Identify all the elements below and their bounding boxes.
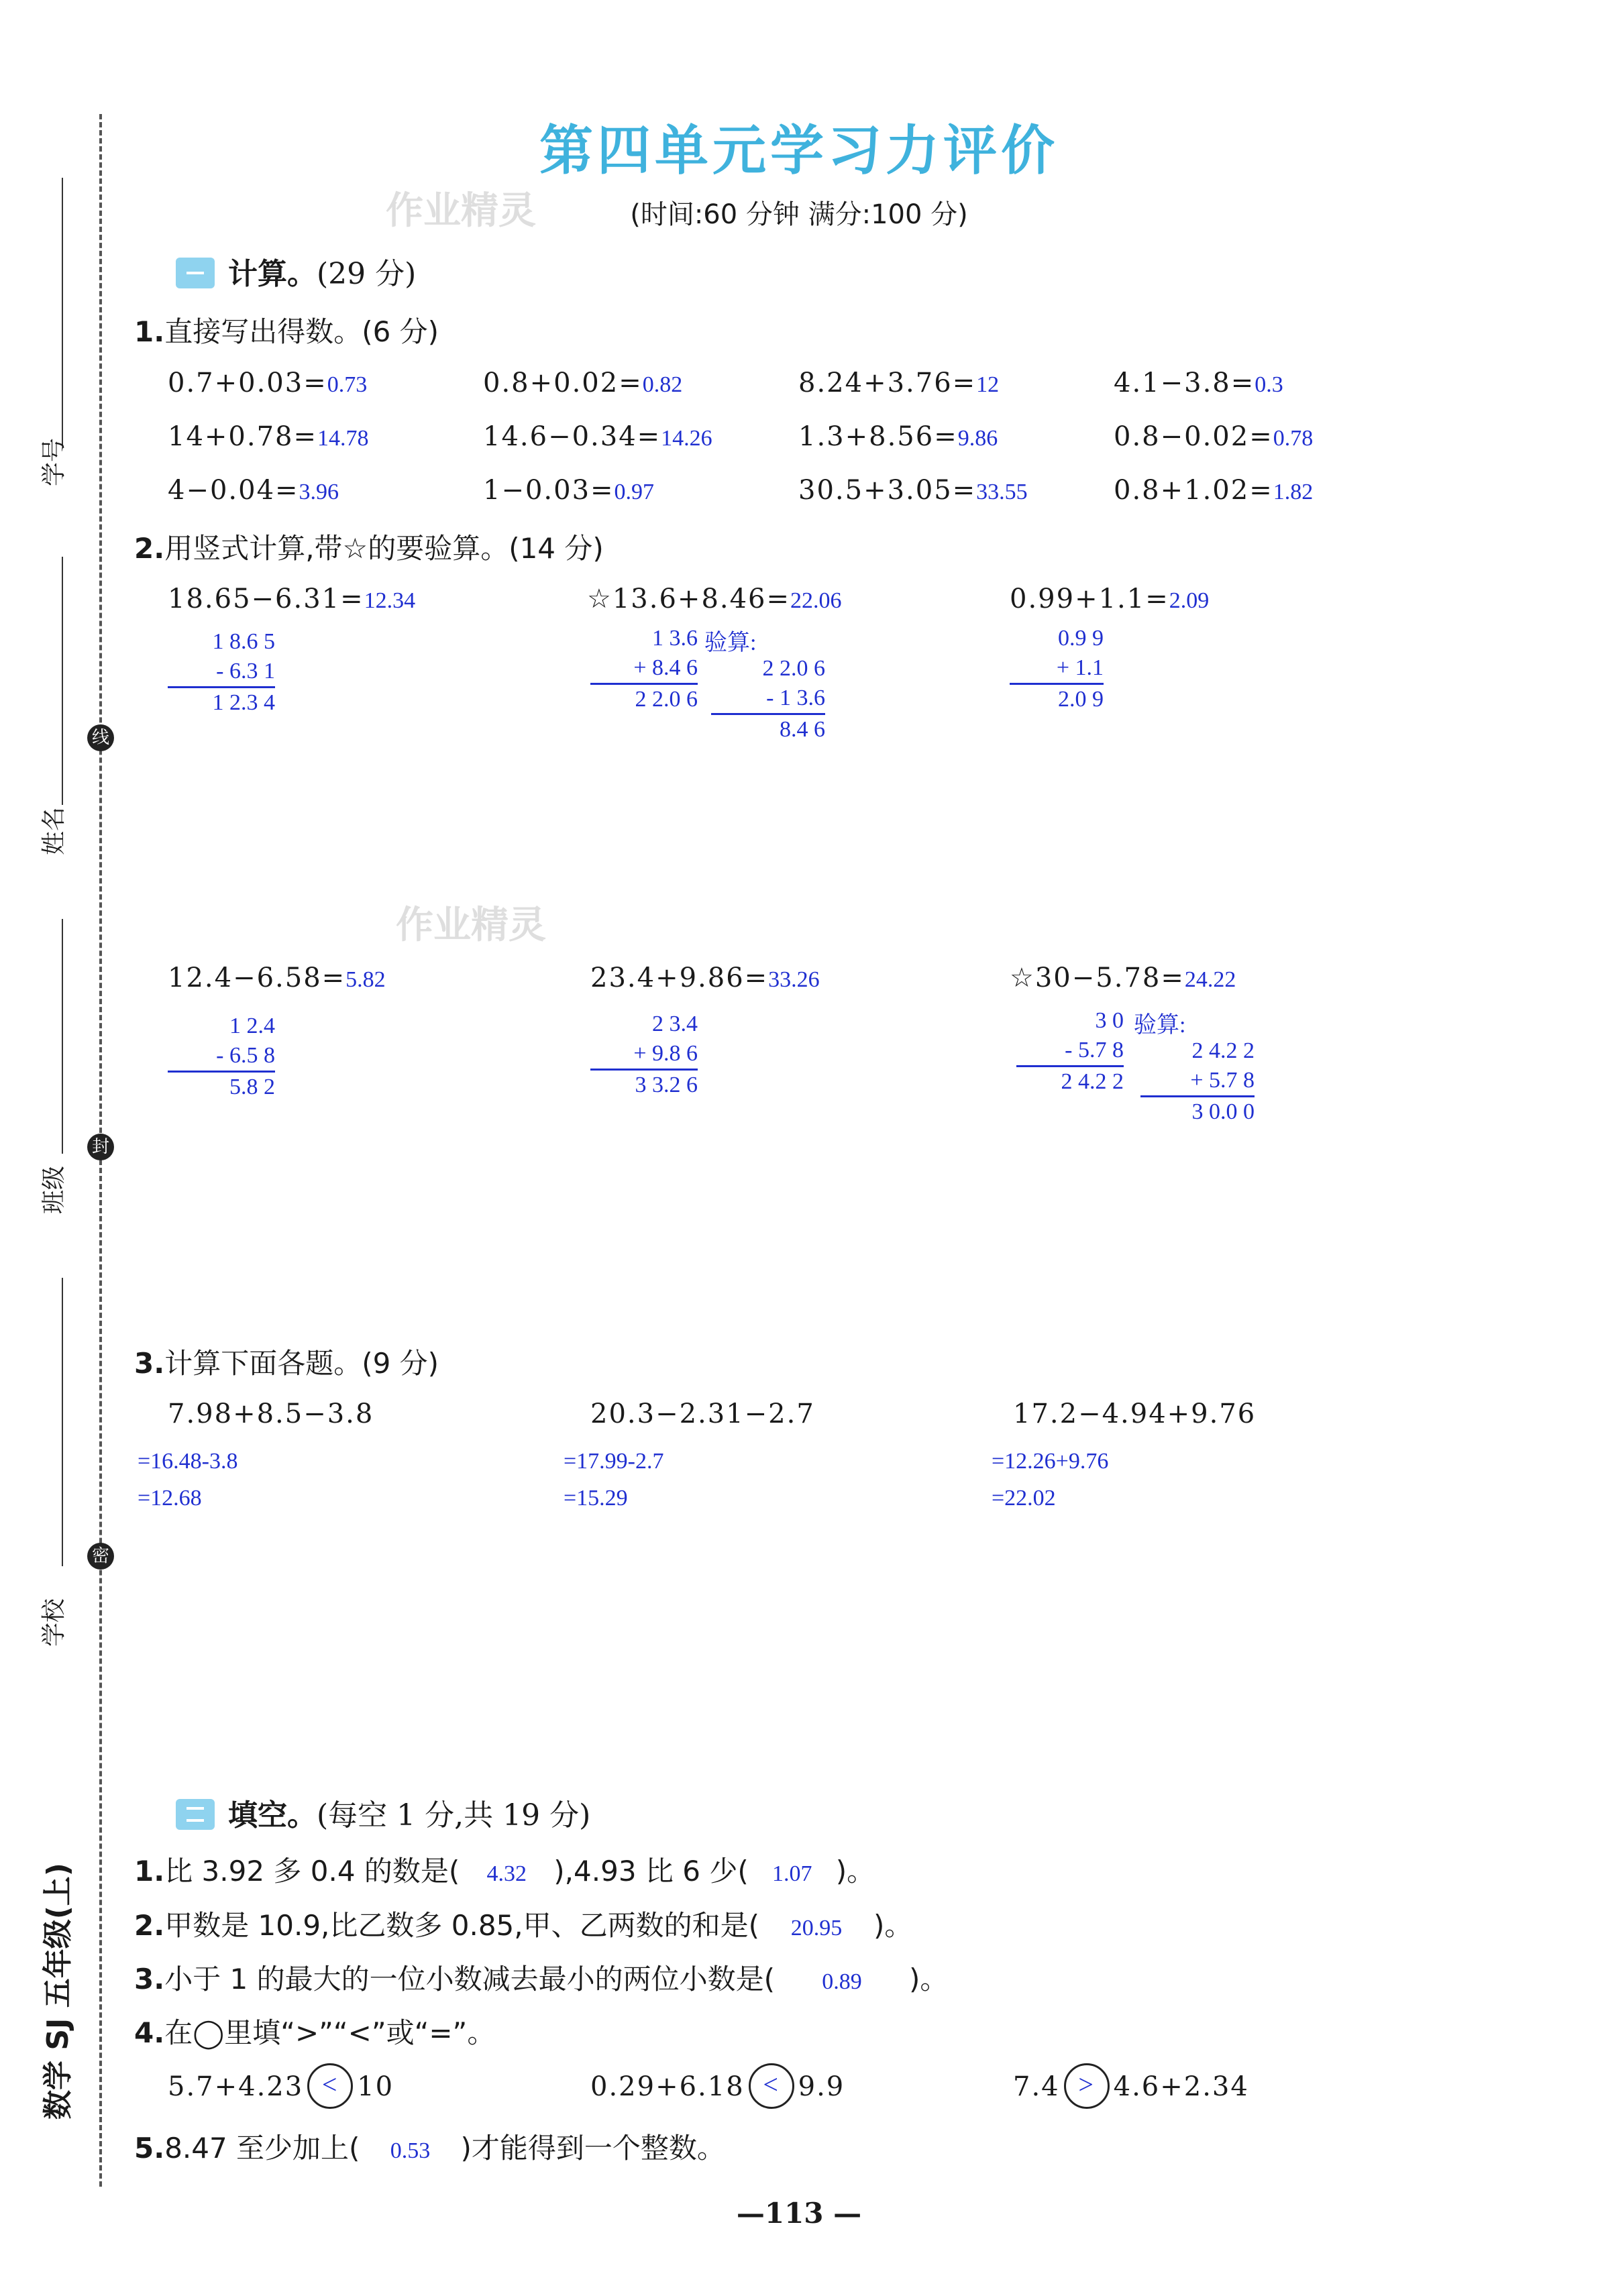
mixed-calc-problem: 17.2−4.94+9.76 [1013,1399,1257,1429]
check-label: 验算: [704,631,757,655]
vertical-calc-problem: 12.4−6.58=5.82 [168,963,386,993]
vertical-calc-problem: 18.65−6.31=12.34 [168,584,416,614]
section-one-points: (29 分) [317,257,417,291]
vertical-calc-problem: ☆13.6+8.46=22.06 [587,584,842,614]
oral-calc-item: 30.5+3.05=33.55 [798,475,1028,506]
vertical-work: 2 3.4 + 9.8 6 3 3.2 6 [590,1009,698,1100]
oral-calc-item: 0.7+0.03=0.73 [168,368,368,398]
oral-calc-item: 4.1−3.8=0.3 [1114,368,1283,398]
work-step: =15.29 [564,1486,628,1511]
question-text: 直接写出得数。(6 分) [164,315,439,348]
margin-label-school: 学校 [40,1598,68,1647]
vertical-work: 1 2.4 - 6.5 8 5.8 2 [168,1012,275,1102]
work-step: =17.99-2.7 [564,1449,664,1474]
question-text: 用竖式计算,带☆的要验算。(14 分) [164,532,604,565]
answer: 22.06 [790,588,842,613]
answer: 9.86 [957,426,998,451]
margin-label-class: 班级 [40,1165,68,1214]
answer: 0.73 [327,372,368,397]
mixed-calc-problem: 7.98+8.5−3.8 [168,1399,374,1429]
vertical-calc-problem: 23.4+9.86=33.26 [590,963,820,993]
answer: 0.82 [642,372,683,397]
page-number: —113 — [736,2197,862,2230]
answer: 1.07 [771,1861,812,1886]
margin-label-student-id: 学号 [40,437,68,486]
answer: 33.55 [976,480,1028,504]
work-step: =12.68 [138,1486,202,1511]
answer: 14.78 [317,426,369,451]
vertical-work: 0.9 9 + 1.1 2.0 9 [1010,624,1104,714]
answer: 4.32 [486,1861,527,1886]
check-work: 2 2.0 6 - 1 3.6 8.4 6 [711,654,825,745]
margin-fill-line [62,919,63,1154]
question-1-3 [134,1342,439,1382]
compare-item: 5.7+4.23 < 10 [168,2066,394,2112]
compare-item: 0.29+6.18 < 9.9 [590,2066,845,2112]
vertical-work: 3 0 - 5.7 8 2 4.2 2 [1016,1006,1124,1097]
answer: 0.53 [390,2138,431,2163]
work-step: =16.48-3.8 [138,1449,238,1474]
margin-badge-xian: 线 [87,724,114,751]
section-number-two-icon [176,1799,215,1830]
margin-fill-line [62,557,63,805]
compare-circle-icon: < [749,2063,794,2109]
section-two-points: (每空 1 分,共 19 分) [317,1798,591,1833]
work-step: =12.26+9.76 [992,1449,1109,1474]
oral-calc-item: 14+0.78=14.78 [168,421,369,452]
section-one-heading [176,250,416,292]
oral-calc-item: 0.8+0.02=0.82 [483,368,683,398]
oral-calc-item: 4−0.04=3.96 [168,475,339,506]
compare-item: 7.4 > 4.6+2.34 [1013,2066,1249,2112]
compare-circle-icon: < [307,2063,353,2109]
margin-badge-feng: 封 [87,1134,114,1160]
oral-calc-item: 0.8+1.02=1.82 [1114,475,1314,506]
mixed-calc-problem: 20.3−2.31−2.7 [590,1399,815,1429]
work-step: =22.02 [992,1486,1056,1511]
answer: 12 [976,372,1000,397]
check-label: 验算: [1134,1013,1186,1038]
answer: 0.97 [614,480,655,504]
oral-calc-item: 0.8−0.02=0.78 [1114,421,1314,452]
answer: 0.89 [822,1969,862,1994]
margin-label-name: 姓名 [40,806,68,855]
book-label: 数学 SJ 五年级(上) [41,1863,75,2120]
margin-badge-mi: 密 [87,1543,114,1570]
answer: 5.82 [345,967,386,992]
page-title: 第四单元学习力评价 [539,119,1059,182]
section-two-heading [176,1791,590,1834]
margin-fill-line [62,1278,63,1566]
check-work: 2 4.2 2 + 5.7 8 3 0.0 0 [1140,1036,1255,1127]
vertical-work: 1 8.6 5 - 6.3 1 1 2.3 4 [168,627,275,718]
question-text: 计算下面各题。(9 分) [164,1347,439,1380]
answer: 24.22 [1184,967,1236,992]
watermark: 作业精灵 [396,904,546,947]
question-number: 1. [134,315,165,348]
answer: 0.78 [1273,426,1314,451]
exam-info: (时间:60 分钟 满分:100 分) [630,199,968,230]
fill-question-1: 1.比 3.92 多 0.4 的数是( 4.32 ),4.93 比 6 少( 1.07 )。 [134,1855,875,1888]
answer: 1.82 [1273,480,1314,504]
question-number: 3. [134,1347,165,1380]
section-two-title: 填空。 [228,1798,317,1833]
section-one-title: 计算。 [228,257,317,291]
answer: 2.09 [1169,588,1210,613]
vertical-calc-problem: ☆30−5.78=24.22 [1010,963,1236,993]
watermark: 作业精灵 [386,189,536,233]
question-1-2 [134,527,604,567]
answer: 33.26 [768,967,820,992]
question-number: 2. [134,532,165,565]
answer: 0.3 [1255,372,1283,397]
answer: 12.34 [364,588,416,613]
section-number-one-icon [176,258,215,288]
answer: 14.26 [661,426,712,451]
oral-calc-item: 14.6−0.34=14.26 [483,421,712,452]
oral-calc-item: 8.24+3.76=12 [798,368,1000,398]
oral-calc-item: 1−0.03=0.97 [483,475,655,506]
answer: 20.95 [790,1916,843,1940]
vertical-calc-problem: 0.99+1.1=2.09 [1010,584,1210,614]
oral-calc-item: 1.3+8.56=9.86 [798,421,998,452]
fill-question-3: 3.小于 1 的最大的一位小数减去最小的两位小数是( 0.89 )。 [134,1963,949,1996]
fill-question-5: 5.8.47 至少加上( 0.53 )才能得到一个整数。 [134,2132,725,2165]
fill-question-4: 4.在◯里填“>”“<”或“=”。 [134,2016,496,2049]
fill-question-2: 2.甲数是 10.9,比乙数多 0.85,甲、乙两数的和是( 20.95 )。 [134,1909,913,1942]
vertical-work: 1 3.6 + 8.4 6 2 2.0 6 [590,624,698,714]
compare-circle-icon: > [1064,2063,1110,2109]
answer: 3.96 [299,480,339,504]
question-1-1 [134,310,439,350]
